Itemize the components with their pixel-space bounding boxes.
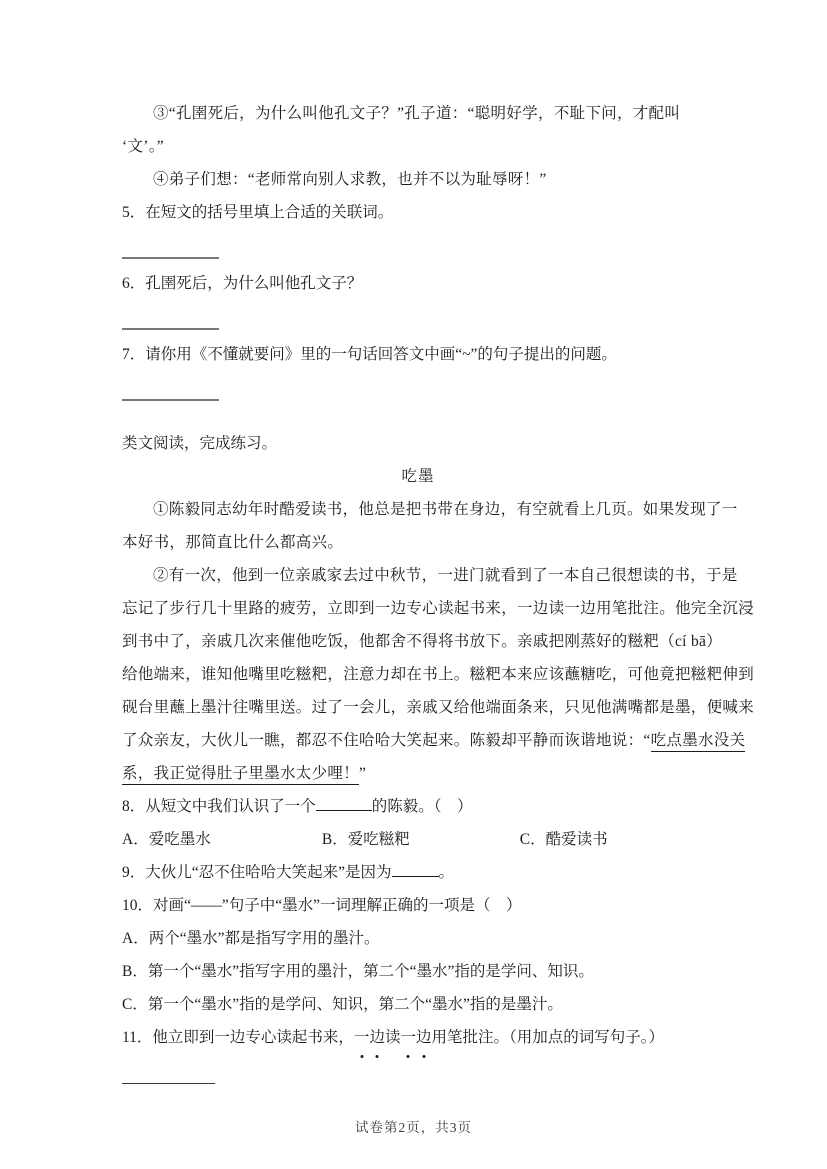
answer-rule [122,257,219,259]
emphasized-char: 一 [354,1021,370,1054]
answer-line-q11 [122,1054,714,1092]
para2-line-3: 到书中了，亲戚几次来催他吃饭，他都舍不得将书放下。亲戚把刚蒸好的糍粑（cí bā） [122,633,722,650]
question-8-options [122,823,714,856]
question-6: 6．孔圉死后，为什么叫他孔文子？ [122,275,363,292]
question-8: 8．从短文中我们认识了一个 的陈毅。（ ） [122,790,714,823]
q8-option-c: C．酷爱读书 [519,831,608,848]
inline-blank [392,862,439,878]
para2-line-7: 系，我正觉得肚子里墨水太少哩！” [122,757,714,790]
para1-line-1: ①陈毅同志幼年时酷爱读书，他总是把书带在身边，有空就看上几页。如果发现了一 [153,501,738,518]
answer-rule [122,328,219,330]
question-9: 9．大伙儿“忍不住哈哈大笑起来”是因为 。 [122,856,714,889]
para1-line-2: 本好书，那简直比什么都高兴。 [122,534,344,551]
question-7: 7．请你用《不懂就要问》里的一句话回答文中画“~”的句子提出的问题。 [122,346,617,363]
question-11: 11．他立即到一边专心读起书来，一边读一边用笔批注。（用加点的词写句子。） [122,1021,714,1054]
passage-title: 吃墨 [401,468,435,485]
answer-line-q5 [122,229,714,267]
q8-option-b: B．爱吃糍粑 [321,831,410,848]
page-footer: 试卷第2页，共3页 [355,1120,472,1135]
passage-line-3b: ‘文’。” [122,138,164,155]
emphasized-char: 一 [400,1021,416,1054]
q10-option-a: A．两个“墨水”都是指写字用的墨汁。 [122,930,380,947]
answer-rule [122,399,219,401]
inline-blank [316,796,372,812]
q10-option-c: C．第一个“墨水”指的是学问、知识，第二个“墨水”指的是墨汁。 [122,996,563,1013]
section-instruction: 类文阅读，完成练习。 [122,435,278,452]
para2-line-6: 了众亲友，大伙儿一瞧，都忍不住哈哈大笑起来。陈毅却平静而诙谐地说：“吃点墨水没关 [122,724,714,757]
answer-line-q7 [122,371,714,409]
q8-option-a: A．爱吃墨水 [122,831,211,848]
para2-line-5: 砚台里蘸上墨汁往嘴里送。过了一会儿，亲戚又给他端面条来，只见他满嘴都是墨，便喊来 [122,699,755,716]
passage-line-3a: ③“孔圉死后，为什么叫他孔文子？”孔子道：“聪明好学，不耻下问，才配叫 [153,105,681,122]
page-content [122,97,755,1092]
para2-line-2: 忘记了步行几十里路的疲劳，立即到一边专心读起书来，一边读一边用笔批注。他完全沉浸 [122,600,755,617]
para2-line-4: 给他端来，谁知他嘴里吃糍粑，注意力却在书上。糍粑本来应该蘸糖吃，可他竟把糍粑伸到 [122,666,755,683]
q10-option-b: B．第一个“墨水”指写字用的墨汁，第二个“墨水”指的是学问、知识。 [122,963,594,980]
emphasized-char: 边 [416,1021,432,1054]
passage-line-4: ④弟子们想：“老师常向别人求教，也并不以为耻辱呀！” [153,171,547,188]
para2-line-1: ②有一次，他到一位亲戚家去过中秋节，一进门就看到了一本自己很想读的书，于是 [153,567,738,584]
answer-rule [122,1083,215,1084]
question-5: 5．在短文的括号里填上合适的关联词。 [122,204,394,221]
answer-line-q6 [122,300,714,338]
question-10: 10．对画“——”句子中“墨水”一词理解正确的一项是（ ） [122,897,522,914]
emphasized-char: 边 [369,1021,385,1054]
